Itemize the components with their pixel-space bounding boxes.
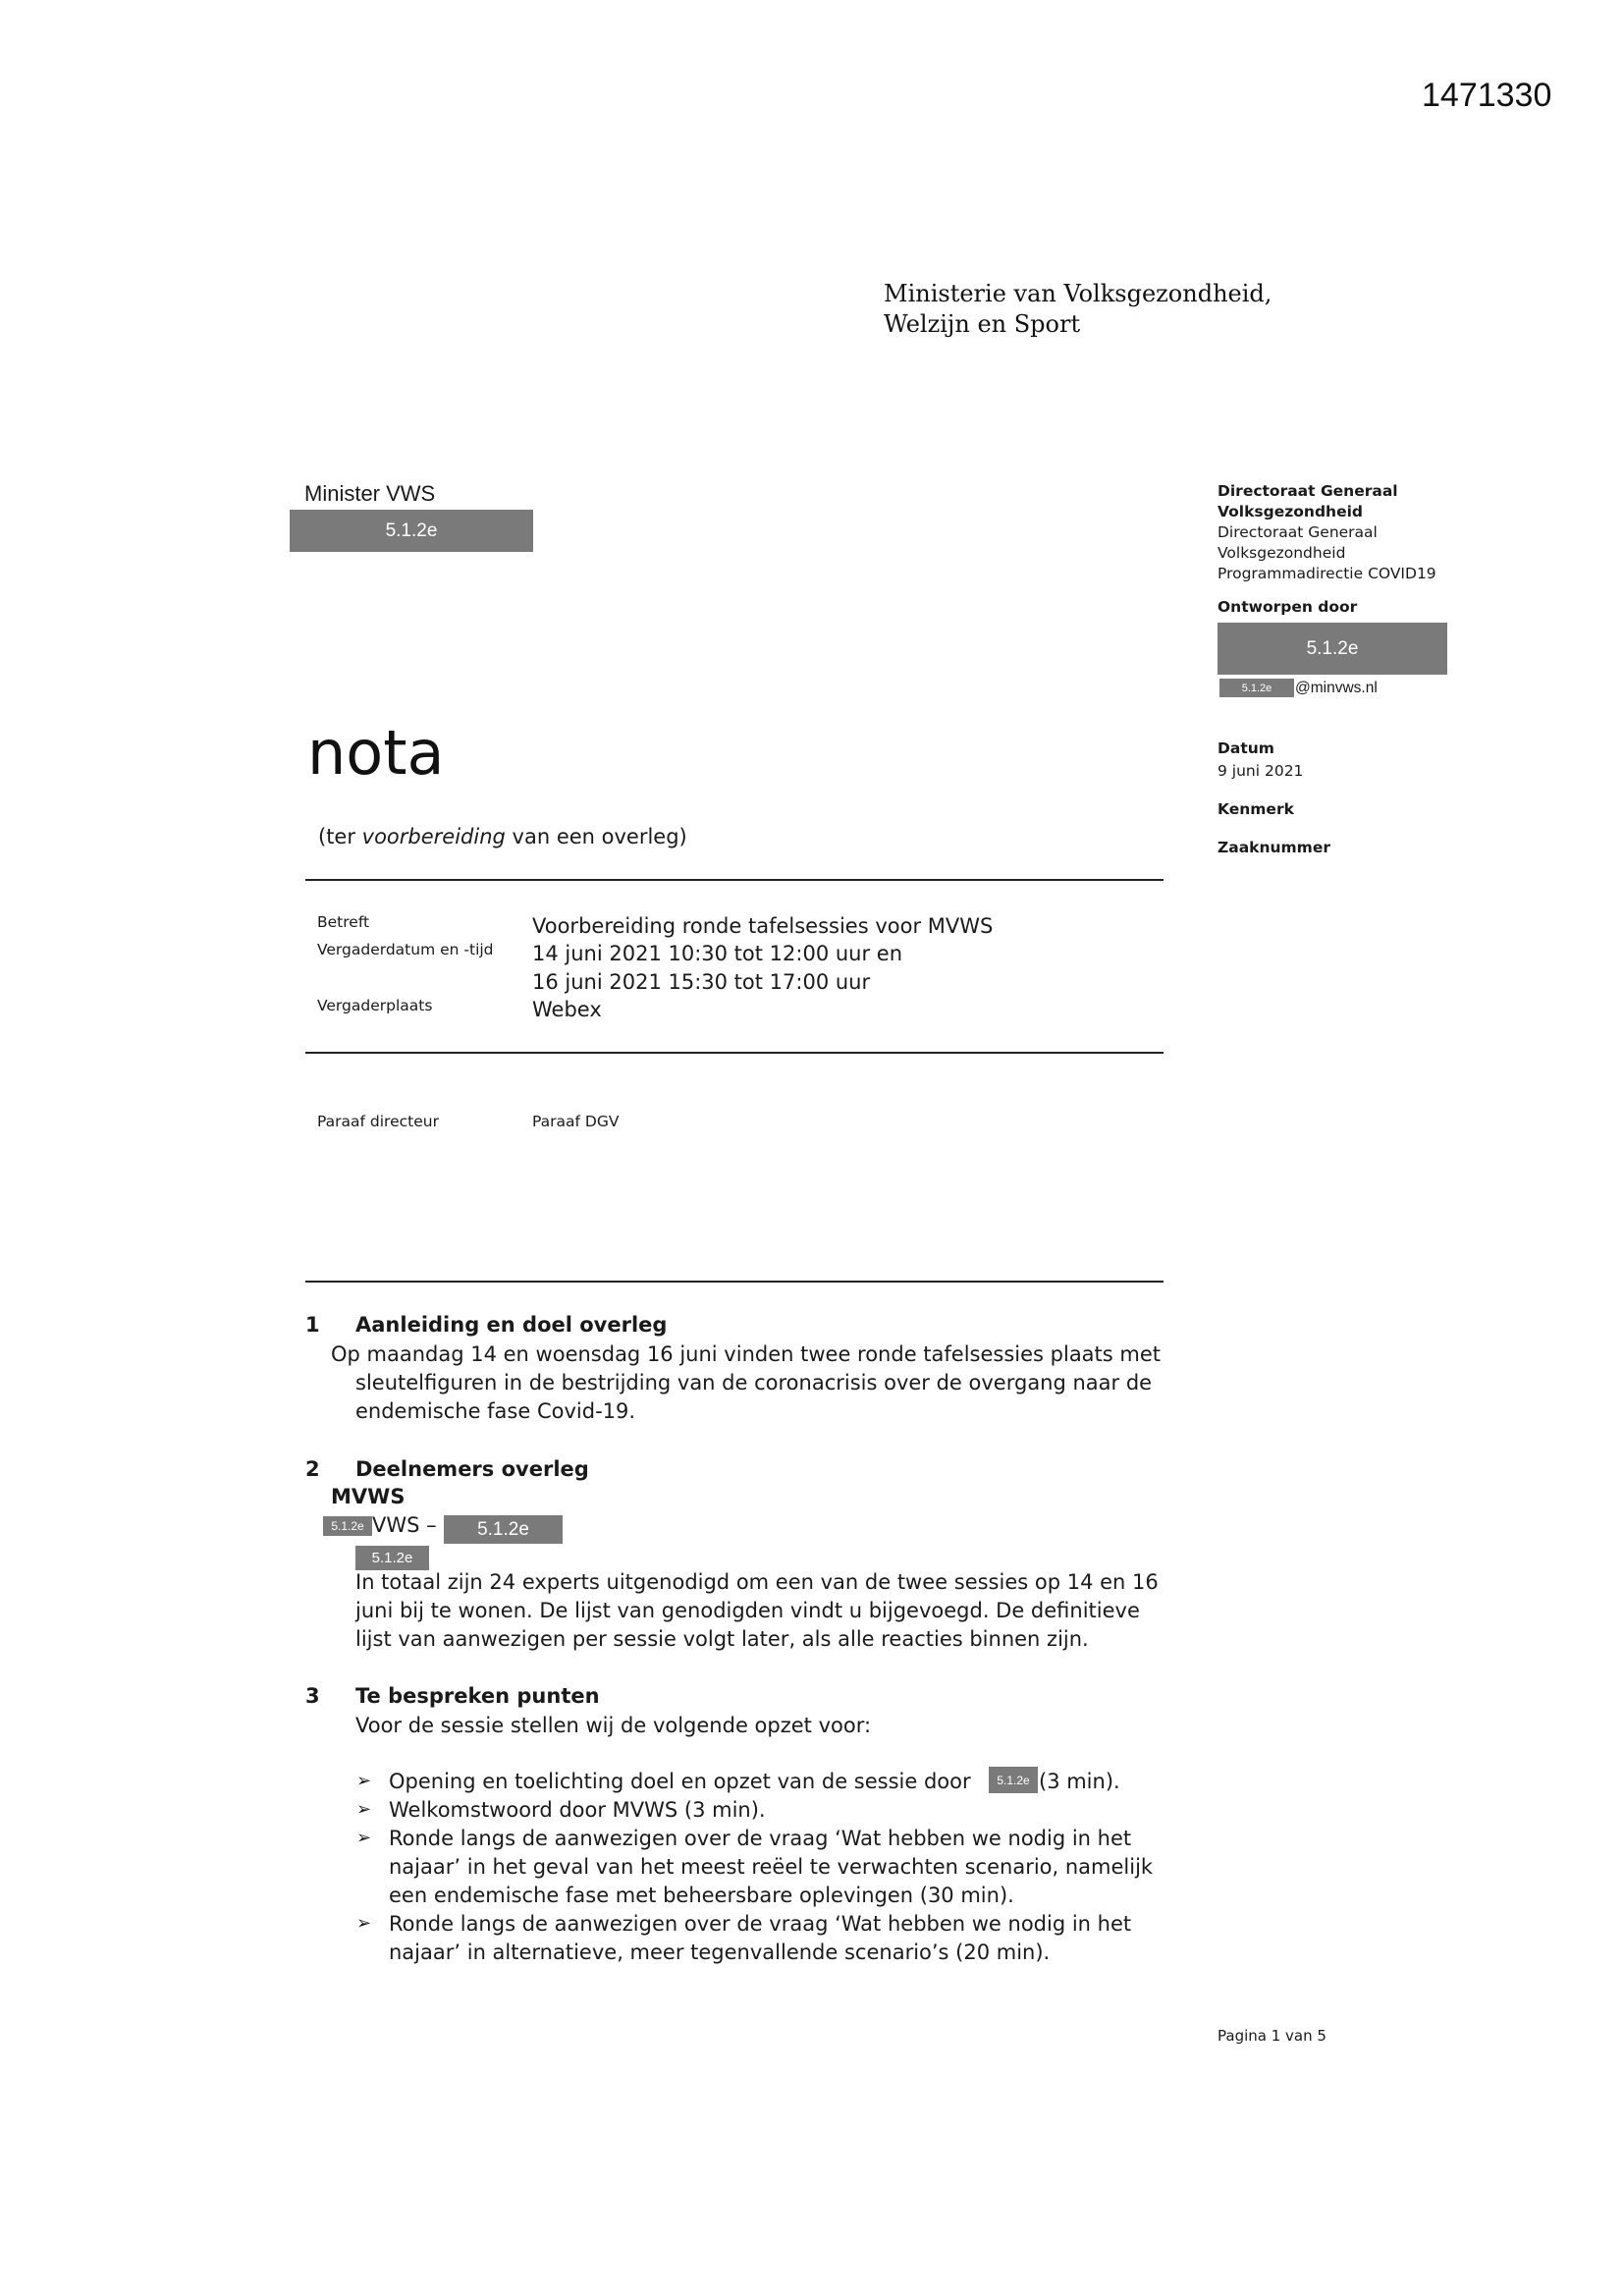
subject-value: Voorbereiding ronde tafelsessies voor MVWS — [532, 914, 994, 938]
reference-label: Kenmerk — [1218, 800, 1294, 818]
redaction-addressee: 5.1.2e — [290, 510, 533, 552]
bullet-arrow-icon: ➢ — [356, 1828, 372, 1848]
redaction-participant-a: 5.1.2e — [323, 1516, 372, 1536]
subtitle-emphasis: voorbereiding — [361, 825, 506, 848]
redaction-designer: 5.1.2e — [1218, 623, 1447, 675]
bullet-4-line-2: najaar’ in alternatieve, meer tegenvallende scenario’s (20 min). — [389, 1941, 1051, 1964]
dept-bold-2: Volksgezondheid — [1218, 503, 1364, 520]
subtitle-post: van een overleg) — [505, 825, 687, 848]
ministry-line-1: Ministerie van Volksgezondheid, — [884, 280, 1272, 307]
location-label: Vergaderplaats — [317, 997, 433, 1014]
ministry-logo-text — [884, 279, 1272, 340]
location-value: Webex — [532, 998, 602, 1021]
signoff-director: Paraaf directeur — [317, 1113, 439, 1130]
datetime-label: Vergaderdatum en -tijd — [317, 941, 494, 958]
section-1-line-2: sleutelfiguren in de bestrijding van de coronacrisis over de overgang naar de — [355, 1371, 1153, 1394]
section-2-title: Deelnemers overleg — [355, 1457, 589, 1481]
redaction-presenter: 5.1.2e — [989, 1767, 1038, 1793]
section-1-line-1: Op maandag 14 en woensdag 16 juni vinden twee ronde tafelsessies plaats met — [331, 1342, 1162, 1366]
section-1-number: 1 — [305, 1313, 320, 1337]
datetime-line-2: 16 juni 2021 15:30 tot 17:00 uur — [532, 970, 871, 994]
divider-2 — [305, 1052, 1164, 1054]
document-number: 1471330 — [1422, 77, 1552, 114]
section-3-number: 3 — [305, 1684, 320, 1708]
date-label: Datum — [1218, 739, 1274, 757]
subject-label: Betreft — [317, 913, 370, 931]
page-number: Pagina 1 van 5 — [1218, 2027, 1326, 2045]
email-suffix: @minvws.nl — [1295, 680, 1378, 696]
dept-line-2: Volksgezondheid — [1218, 544, 1346, 562]
datetime-line-1: 14 juni 2021 10:30 tot 12:00 uur en — [532, 942, 903, 965]
redaction-email: 5.1.2e — [1219, 679, 1294, 697]
dept-line-1: Directoraat Generaal — [1218, 523, 1378, 541]
redaction-participant-c: 5.1.2e — [355, 1546, 429, 1570]
date-value: 9 juni 2021 — [1218, 762, 1304, 780]
signoff-dgv: Paraaf DGV — [532, 1113, 620, 1130]
section-2-group: MVWS — [331, 1485, 406, 1508]
divider-3 — [305, 1281, 1164, 1283]
document-title: nota — [307, 717, 445, 789]
dept-line-3: Programmadirectie COVID19 — [1218, 565, 1436, 582]
bullet-1 — [389, 1768, 971, 1796]
section-2-number: 2 — [305, 1457, 320, 1481]
bullet-4-line-1: Ronde langs de aanwezigen over de vraag ‘Wat hebben we nodig in het — [389, 1912, 1132, 1936]
section-2-line-3: lijst van aanwezigen per sessie volgt later, als alle reacties binnen zijn. — [355, 1627, 1089, 1651]
bullet-3-line-2: najaar’ in het geval van het meest reëel te verwachten scenario, namelijk — [389, 1855, 1154, 1879]
subtitle-pre: (ter — [318, 825, 362, 848]
section-1-line-3: endemische fase Covid-19. — [355, 1399, 636, 1423]
bullet-1-pre: Opening en toelichting doel en opzet van de sessie door — [389, 1770, 971, 1793]
addressee: Minister VWS — [304, 481, 436, 506]
bullet-1-post: (3 min). — [1039, 1770, 1120, 1793]
participant-text: VWS – — [372, 1513, 437, 1537]
section-2-line-1: In totaal zijn 24 experts uitgenodigd om een van de twee sessies op 14 en 16 — [355, 1570, 1159, 1594]
section-3-intro: Voor de sessie stellen wij de volgende opzet voor: — [355, 1714, 872, 1737]
section-1-title: Aanleiding en doel overleg — [355, 1313, 668, 1337]
bullet-arrow-icon: ➢ — [356, 1913, 372, 1934]
dept-bold-1: Directoraat Generaal — [1218, 482, 1398, 500]
ministry-line-2: Welzijn en Sport — [884, 310, 1081, 338]
bullet-3-line-1: Ronde langs de aanwezigen over de vraag ‘Wat hebben we nodig in het — [389, 1827, 1132, 1850]
document-subtitle — [318, 825, 687, 848]
divider-1 — [305, 879, 1164, 881]
bullet-arrow-icon: ➢ — [356, 1799, 372, 1820]
designed-by-label: Ontworpen door — [1218, 598, 1358, 616]
section-3-title: Te bespreken punten — [355, 1684, 600, 1708]
bullet-2: Welkomstwoord door MVWS (3 min). — [389, 1798, 766, 1822]
bullet-arrow-icon: ➢ — [356, 1771, 372, 1791]
case-number-label: Zaaknummer — [1218, 839, 1330, 856]
redaction-participant-b: 5.1.2e — [444, 1515, 563, 1544]
bullet-3-line-3: een endemische fase met beheersbare oplevingen (30 min). — [389, 1884, 1014, 1907]
section-2-line-2: juni bij te wonen. De lijst van genodigden vindt u bijgevoegd. De definitieve — [355, 1599, 1140, 1622]
